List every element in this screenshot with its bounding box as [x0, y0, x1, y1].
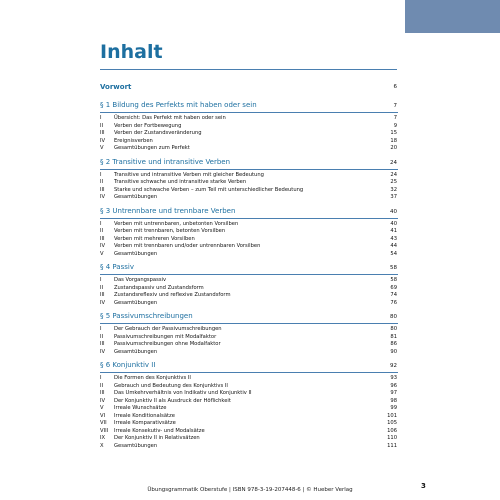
toc-item[interactable] [100, 435, 400, 443]
item-page: 44 [390, 243, 397, 249]
item-page: 18 [390, 137, 397, 144]
item-text: Die Formen des Konjunktivs II [114, 375, 191, 381]
item-text: Passivumschreibungen mit Modalfaktor [114, 333, 217, 340]
item-number: III [100, 130, 105, 136]
item-text: Transitive und intransitive Verben mit gleicher Bedeutung [114, 171, 264, 178]
item-text: Zustandsreflexiv und reflexive Zustandsform [114, 292, 231, 298]
item-page: 7 [393, 115, 397, 121]
vorwort-page: 6 [393, 84, 397, 90]
item-number: II [100, 122, 104, 129]
item-page: 58 [390, 277, 397, 283]
toc-item[interactable] [100, 115, 400, 123]
item-text: Das Vorgangspassiv [114, 277, 167, 283]
item-page: 54 [390, 250, 397, 257]
item-page: 32 [390, 186, 397, 193]
toc-item[interactable] [100, 300, 400, 308]
toc-item[interactable] [100, 383, 400, 391]
item-page: 74 [390, 292, 397, 298]
toc-item[interactable] [100, 277, 400, 285]
item-number: V [100, 145, 104, 151]
item-text: Passivumschreibungen ohne Modalfaktor [114, 341, 221, 347]
toc-item[interactable] [100, 349, 400, 357]
item-number: VI [100, 412, 106, 419]
item-page: 101 [387, 412, 397, 419]
item-page: 97 [390, 390, 397, 396]
item-text: Verben mit trennbaren, betonten Vorsilben [114, 228, 226, 234]
section-title: § 6 Konjunktiv II [100, 361, 156, 369]
item-text: Der Gebrauch der Passivumschreibungen [114, 326, 222, 332]
toc-item[interactable] [100, 187, 400, 195]
item-number: II [100, 228, 104, 234]
item-page: 96 [390, 382, 397, 389]
section-heading[interactable] [100, 312, 400, 322]
item-page: 24 [390, 171, 397, 178]
item-number: IV [100, 194, 106, 200]
section-divider [100, 112, 398, 113]
item-page: 86 [390, 341, 397, 347]
section-divider [100, 372, 398, 373]
item-number: I [100, 220, 102, 227]
item-page: 93 [390, 375, 397, 381]
item-number: IV [100, 243, 106, 249]
item-text: Der Konjunktiv II als Ausdruck der Höflichkeit [114, 397, 231, 404]
section-page: 92 [390, 363, 397, 369]
toc-item[interactable] [100, 398, 400, 406]
item-page: 20 [390, 145, 397, 151]
section-divider [100, 169, 398, 170]
item-text: Gebrauch und Bedeutung des Konjunktivs II [114, 382, 228, 389]
section-heading[interactable] [100, 158, 400, 168]
item-text: Gesamtübungen zum Perfekt [114, 145, 190, 151]
toc-item[interactable] [100, 130, 400, 138]
item-number: III [100, 235, 105, 242]
item-page: 25 [390, 179, 397, 185]
item-number: I [100, 277, 102, 283]
item-text: Irreale Komparativsätze [114, 420, 176, 426]
section-page: 40 [390, 208, 397, 215]
item-page: 99 [390, 405, 397, 411]
item-number: III [100, 186, 105, 193]
toc-item[interactable] [100, 138, 400, 146]
section-page: 24 [390, 159, 397, 166]
toc-section [100, 207, 400, 259]
item-number: I [100, 171, 102, 178]
item-number: VIII [100, 427, 109, 434]
item-text: Verben mit untrennbaren, unbetonten Vorsilben [114, 220, 239, 227]
toc-item[interactable] [100, 341, 400, 349]
toc-item[interactable] [100, 334, 400, 342]
item-number: VII [100, 420, 107, 426]
footer-text: Übungsgrammatik Oberstufe | ISBN 978-3-19-207448-6 | © Hueber Verlag [147, 487, 353, 493]
section-title: § 5 Passivumschreibungen [100, 312, 193, 320]
item-text: Ereignisverben [114, 137, 153, 144]
toc-section [100, 158, 400, 202]
toc-section [100, 101, 400, 153]
toc-item[interactable] [100, 123, 400, 131]
toc-item[interactable] [100, 145, 400, 153]
corner-color-block [405, 0, 500, 33]
title-divider [100, 69, 397, 70]
item-page: 37 [390, 194, 397, 200]
section-heading[interactable] [100, 207, 400, 217]
section-title: § 1 Bildung des Perfekts mit haben oder sein [100, 101, 257, 109]
toc-item[interactable] [100, 390, 400, 398]
item-number: V [100, 250, 104, 257]
toc-item[interactable] [100, 194, 400, 202]
section-heading[interactable] [100, 361, 400, 371]
item-text: Zustandspassiv und Zustandsform [114, 284, 204, 291]
item-page: 80 [390, 326, 397, 332]
toc-section [100, 263, 400, 307]
item-page: 69 [390, 284, 397, 291]
toc-item[interactable] [100, 413, 400, 421]
item-number: IV [100, 397, 106, 404]
page-title: Inhalt [100, 41, 163, 63]
item-text: Irreale Wunschsätze [114, 405, 167, 411]
item-page: 111 [387, 442, 397, 449]
section-page: 7 [393, 103, 397, 109]
item-page: 81 [390, 333, 397, 340]
section-title: § 2 Transitive und intransitive Verben [100, 157, 231, 166]
item-number: X [100, 442, 104, 449]
section-page: 80 [390, 314, 397, 320]
item-page: 15 [390, 130, 397, 136]
item-number: V [100, 405, 104, 411]
toc-item[interactable] [100, 285, 400, 293]
toc-item[interactable] [100, 172, 400, 180]
section-title: § 3 Untrennbare und trennbare Verben [100, 206, 236, 215]
item-text: Das Umkehrverhältnis von Indikativ und Konjunktiv II [114, 390, 252, 396]
item-number: IV [100, 348, 106, 355]
item-text: Verben mit mehreren Vorsilben [114, 235, 195, 242]
item-page: 41 [390, 228, 397, 234]
item-page: 90 [390, 348, 397, 355]
toc-item[interactable] [100, 428, 400, 436]
section-heading[interactable] [100, 101, 400, 111]
item-number: IV [100, 299, 106, 306]
item-text: Gesamtübungen [114, 194, 158, 200]
item-number: II [100, 333, 104, 340]
toc-item[interactable] [100, 236, 400, 244]
toc-entry-vorwort[interactable] [100, 83, 400, 95]
item-page: 110 [387, 435, 397, 441]
item-text: Gesamtübungen [114, 299, 158, 306]
item-number: II [100, 284, 104, 291]
item-text: Der Konjunktiv II in Relativsätzen [114, 435, 200, 441]
item-number: II [100, 179, 104, 185]
item-number: III [100, 341, 105, 347]
item-page: 40 [390, 220, 397, 227]
toc-section [100, 312, 400, 356]
item-page: 105 [387, 420, 397, 426]
item-page: 106 [387, 427, 397, 434]
section-title: § 4 Passiv [100, 263, 134, 271]
toc-item[interactable] [100, 179, 400, 187]
toc-item[interactable] [100, 228, 400, 236]
toc-item[interactable] [100, 243, 400, 251]
item-text: Übersicht: Das Perfekt mit haben oder sein [114, 115, 226, 121]
section-heading[interactable] [100, 263, 400, 273]
item-page: 98 [390, 397, 397, 404]
item-text: Verben der Fortbewegung [114, 122, 182, 129]
item-text: Gesamtübungen [114, 250, 158, 257]
item-text: Irreale Konsekutiv- und Modalsätze [114, 427, 205, 434]
item-text: Gesamtübungen [114, 348, 158, 355]
table-of-contents [100, 83, 400, 455]
item-text: Gesamtübungen [114, 442, 158, 449]
toc-section [100, 361, 400, 450]
toc-item[interactable] [100, 326, 400, 334]
item-text: Transitive schwache und intransitive starke Verben [114, 179, 247, 185]
toc-item[interactable] [100, 405, 400, 413]
toc-item[interactable] [100, 221, 400, 229]
section-page: 58 [390, 265, 397, 271]
item-number: III [100, 390, 105, 396]
item-page: 76 [390, 299, 397, 306]
section-divider [100, 274, 398, 275]
item-number: III [100, 292, 105, 298]
item-page: 9 [393, 122, 397, 129]
item-text: Irreale Konditionalsätze [114, 412, 175, 419]
section-divider [100, 218, 398, 219]
item-number: I [100, 375, 102, 381]
item-number: IV [100, 137, 106, 144]
section-divider [100, 323, 398, 324]
toc-item[interactable] [100, 375, 400, 383]
toc-item[interactable] [100, 292, 400, 300]
item-page: 43 [390, 235, 397, 242]
vorwort-label: Vorwort [100, 83, 132, 91]
toc-item[interactable] [100, 420, 400, 428]
item-text: Verben der Zustandsveränderung [114, 130, 202, 136]
page-number: 3 [421, 482, 426, 490]
item-text: Starke und schwache Verben – zum Teil mit unterschiedlicher Bedeutung [114, 186, 304, 193]
item-number: II [100, 382, 104, 389]
item-text: Verben mit trennbaren und/oder untrennbaren Vorsilben [114, 243, 261, 249]
item-number: I [100, 326, 102, 332]
toc-item[interactable] [100, 251, 400, 259]
toc-item[interactable] [100, 443, 400, 451]
item-number: IX [100, 435, 106, 441]
item-number: I [100, 115, 102, 121]
